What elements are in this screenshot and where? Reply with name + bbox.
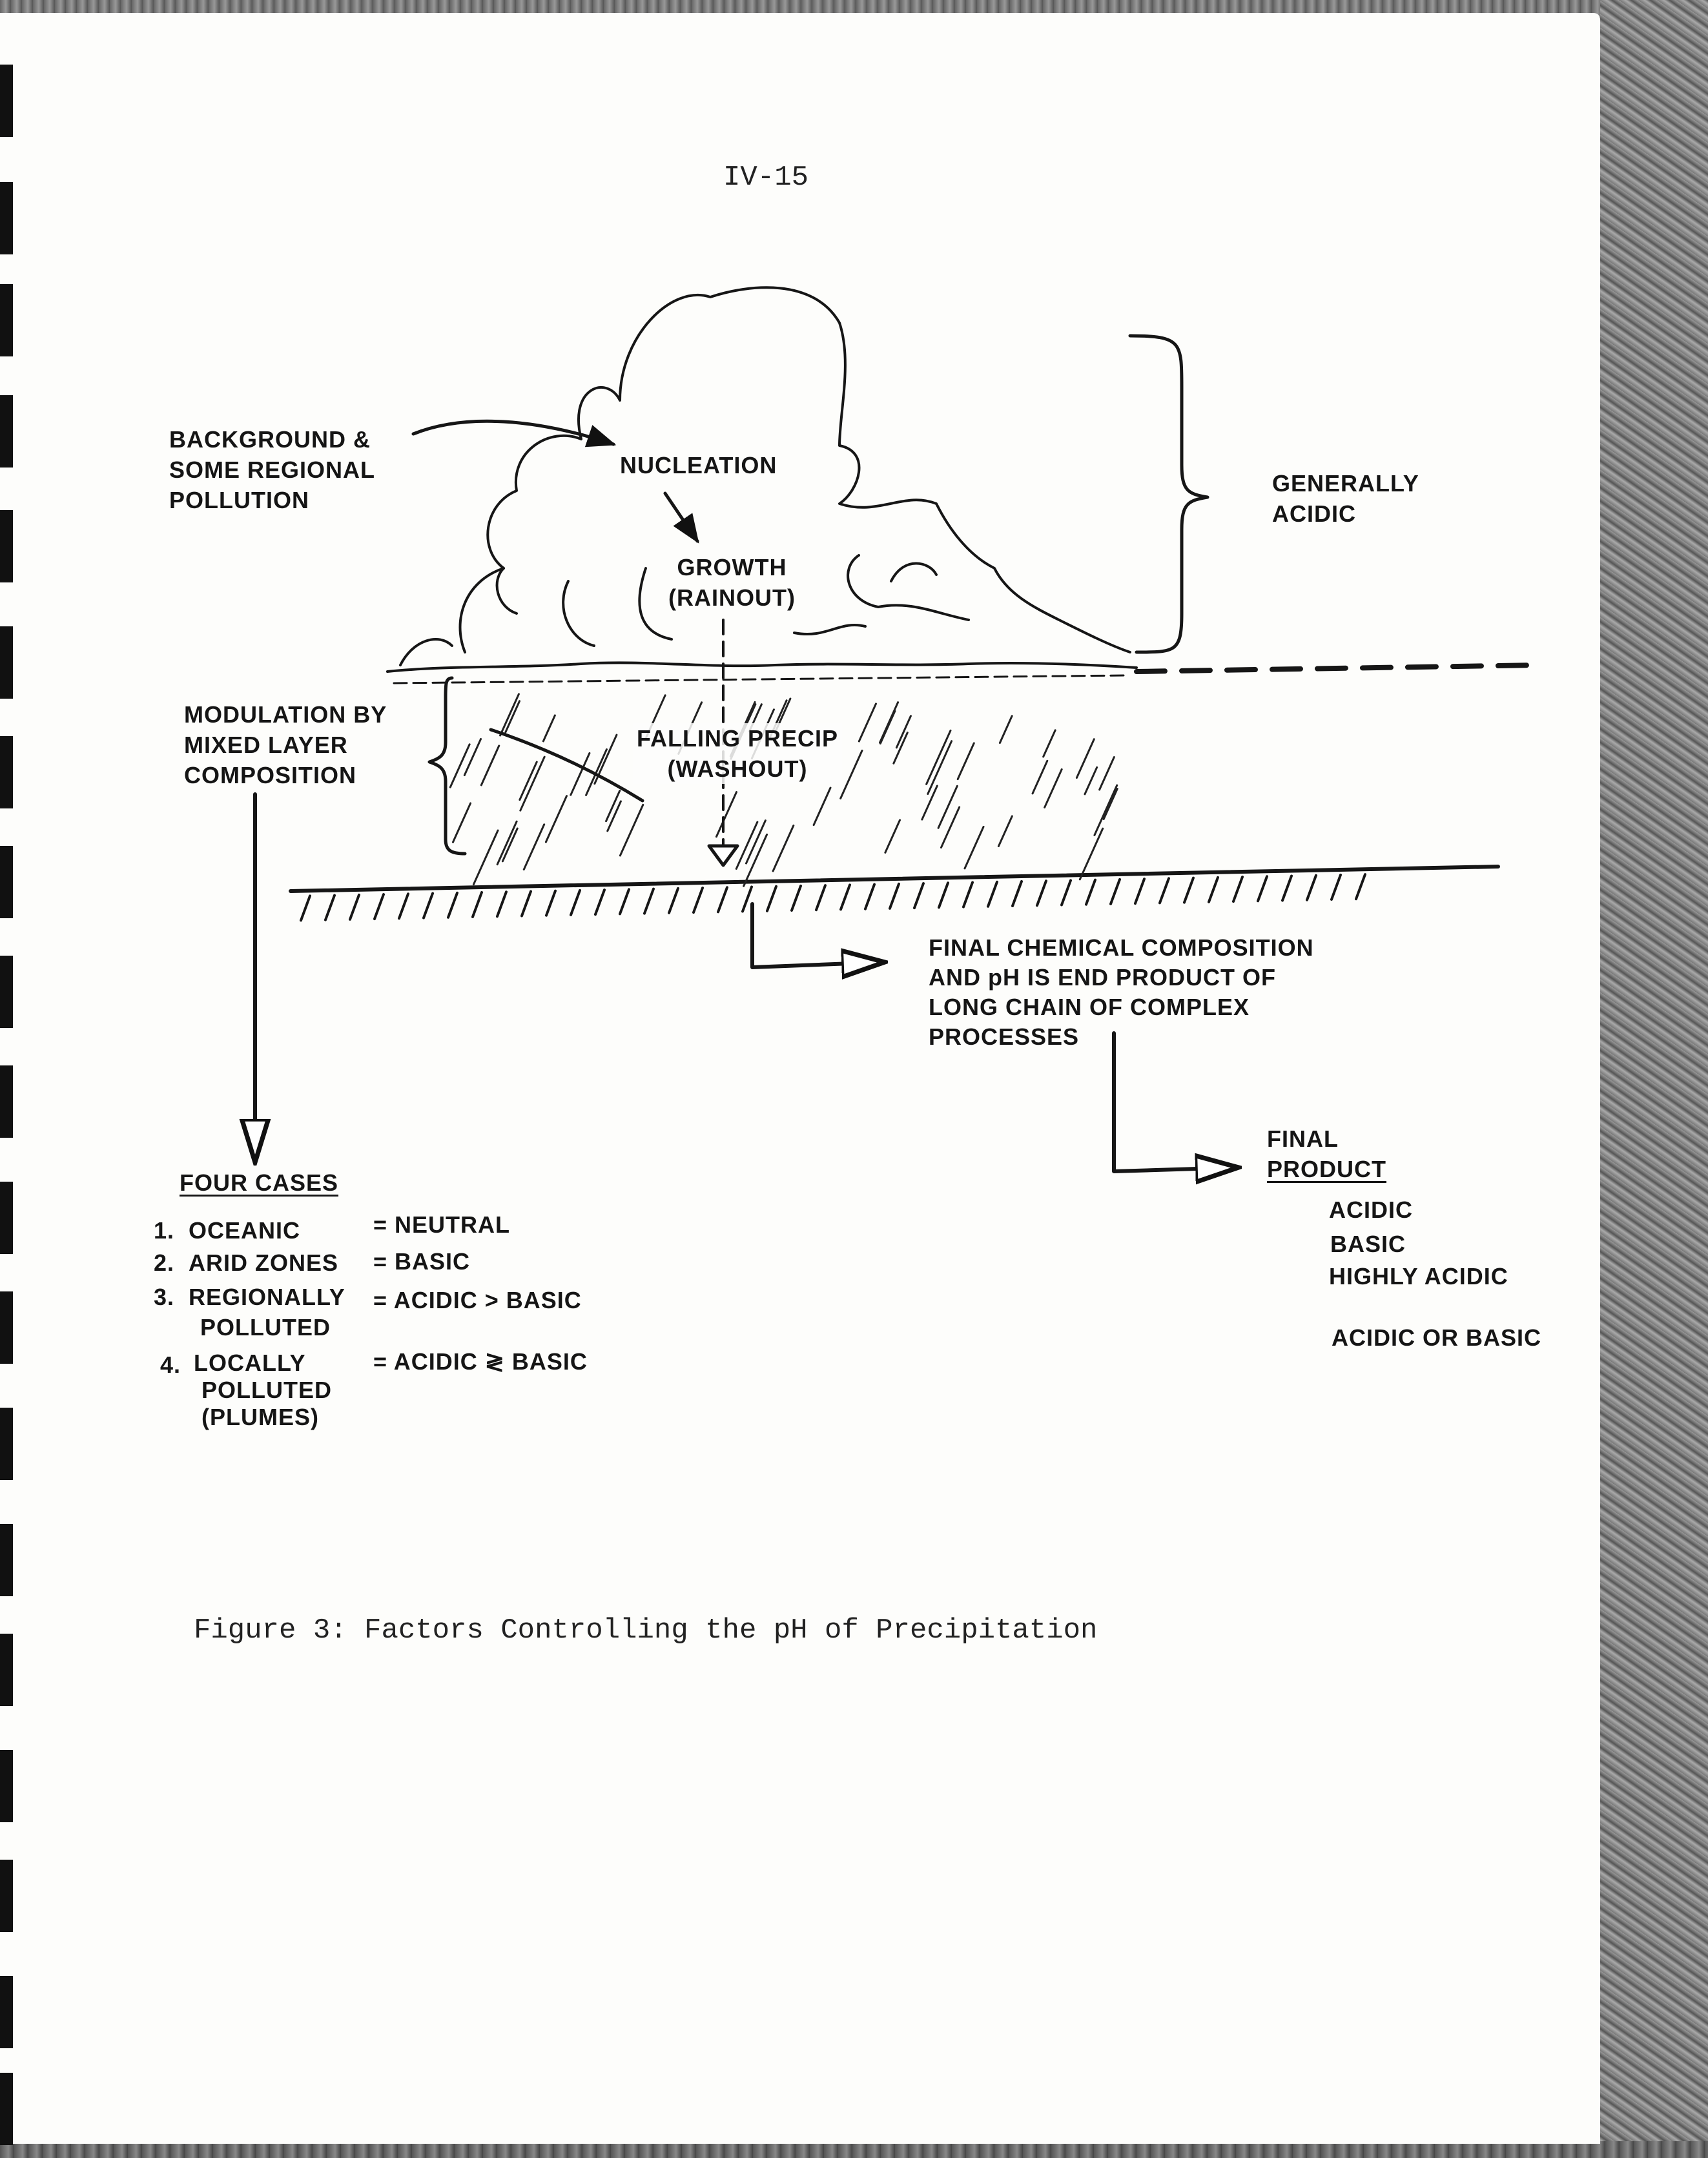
ground-hatch-mark [963,883,972,907]
final-product-title [1267,1124,1386,1184]
ground-hatch-mark [1037,881,1046,905]
rain-streak [958,743,974,779]
rain-streak [927,730,951,784]
rain-streak [502,828,517,861]
rain-streak [1033,761,1047,794]
ground-hatch-mark [841,885,850,909]
case-number: 2. [154,1249,175,1276]
ground-hatch-mark [939,883,948,907]
figure-caption: Figure 3: Factors Controlling the pH of Precipitation [194,1614,1098,1647]
product-item: ACIDIC [1329,1197,1413,1223]
product-item: BASIC [1330,1231,1406,1257]
ground-hatch-mark [1135,879,1144,903]
ground-hatch-mark [620,889,629,914]
final-product-title-line: PRODUCT [1267,1156,1386,1182]
rain-streak [497,821,517,865]
rain-streak [814,788,830,825]
growth-label [668,552,796,613]
final-product-arrow [1114,1033,1239,1171]
cloud-acidity-line: GENERALLY [1272,470,1419,497]
rain-streak [998,816,1012,847]
rain-streak [481,746,499,785]
rain-streak [571,753,590,795]
case-name: ARID ZONES [189,1249,339,1276]
ground-hatch-mark [890,884,899,909]
ground-hatch-mark [399,894,408,918]
precip-path-arrowhead [709,846,737,865]
ground-hatch-mark [988,882,997,907]
rain-streak [941,807,959,848]
final-composition-line: PROCESSES [929,1023,1080,1050]
rain-streak [1000,716,1012,743]
cloud-acidity-line: ACIDIC [1272,500,1356,527]
case-number: 1. [154,1217,175,1244]
product-item: HIGHLY ACIDIC [1329,1263,1508,1290]
mixed-layer-top-dashed [1137,665,1537,672]
case-result: = ACIDIC > BASIC [373,1287,582,1313]
ground-hatch-mark [1184,878,1193,903]
case-result: = BASIC [373,1248,471,1275]
four-cases-title: FOUR CASES [180,1169,339,1196]
modulation-label [184,699,387,790]
case-name-line: REGIONALLY [189,1284,345,1310]
ground-hatch-mark [448,893,457,918]
rain-streak [773,825,794,871]
rain-streak [500,694,519,735]
rain-streak [1045,769,1062,807]
background-label-line: SOME REGIONAL [169,457,376,483]
final-product-title-line: FINAL [1267,1125,1339,1152]
rain-streak [1104,789,1117,819]
ground-hatch-mark [914,883,923,908]
ground-hatch-mark [792,886,801,910]
ground-hatch-mark [743,887,752,911]
rain-streak [620,805,643,856]
mixed-layer-boundary [394,675,1124,683]
modulation-label-line: MIXED LAYER [184,732,348,758]
rain-streak [965,827,983,868]
ground-hatch-mark [375,894,384,919]
falling-precip-label [633,723,842,784]
rain-streak [1044,730,1055,757]
case-number: 4. [160,1351,181,1378]
rain-streak [473,830,498,885]
ground-hatch-mark [473,892,482,917]
ground-line [291,867,1498,891]
rain-streak [520,757,544,810]
ground-hatch-mark [522,891,531,916]
modulation-label-line: COMPOSITION [184,762,357,788]
ground-hatch-mark [1160,878,1169,903]
nucleation-to-growth-arrow [665,493,697,541]
ground-hatch-mark [350,895,359,920]
ground-hatch-mark [546,891,555,916]
growth-label-line: GROWTH [677,554,787,581]
product-item: ACIDIC OR BASIC [1332,1324,1542,1351]
ground-hatch-mark [718,887,727,912]
rain-streak [859,704,876,741]
case-result: = NEUTRAL [373,1211,511,1238]
rain-streak [716,792,736,837]
cloud-acidity-label [1272,468,1419,529]
rain-streak [450,745,469,787]
ground-hatch-mark [1062,880,1071,905]
rain-streak [1085,767,1097,794]
cloud-brace [1130,336,1208,652]
case-result-text: BASIC [395,1248,471,1275]
ground-hatch-mark [497,892,506,916]
case-name [189,1282,345,1342]
cloud-base-line [387,663,1137,672]
case-result: = ACIDIC ≷ BASIC [373,1348,588,1375]
ground-hatch-mark [644,889,653,914]
background-arrow [413,421,613,444]
case-name [194,1350,332,1431]
rain-streak [464,739,480,775]
modulation-label-line: MODULATION BY [184,701,387,728]
ground-hatch-mark [1111,879,1120,904]
falling-precip-line: FALLING PRECIP [637,725,839,752]
background-pollution-label [169,424,375,515]
ground-hatch-mark [595,890,604,914]
rain-streak [608,801,621,831]
ground-hatch-mark [1086,880,1095,905]
rain-streak [453,803,470,842]
ground-hatch-mark [1356,874,1365,899]
ground-hatch-mark [325,896,334,920]
ground-hatch-mark [1209,878,1218,902]
ground-hatch-mark [767,887,776,911]
rain-streak [524,825,544,870]
ground-hatch-mark [816,885,825,910]
case-name-line: (PLUMES) [201,1404,319,1430]
rain-streak [880,711,895,743]
background-label-line: BACKGROUND & [169,426,371,453]
final-composition-arrow [752,904,885,967]
ground-hatch-mark [1258,876,1267,901]
ground-hatch-mark [694,888,703,912]
ground-hatch-mark [1013,881,1022,906]
rain-streak [885,820,900,852]
falling-precip-line: (WASHOUT) [667,755,808,782]
rain-streak [1080,828,1102,879]
rain-streak [1076,739,1094,778]
final-composition-label [929,933,1314,1052]
case-number: 3. [154,1284,175,1310]
rain-streak [546,796,566,842]
ground-hatch-mark [1282,876,1291,901]
case-name-line: LOCALLY [194,1350,306,1376]
page-number: IV-15 [723,161,809,194]
case-result-text: NEUTRAL [395,1211,511,1238]
case-name-line: POLLUTED [200,1314,331,1341]
ground-hatch-mark [301,896,310,920]
rain-streak [1095,785,1117,835]
final-composition-line: FINAL CHEMICAL COMPOSITION [929,934,1314,961]
ground-hatch-mark [865,885,874,909]
nucleation-label: NUCLEATION [620,452,777,478]
ground-hatch-mark [424,894,433,918]
rain-streak [1100,757,1115,790]
rain-streak [841,750,862,798]
rain-streak [928,741,952,794]
ground-hatch-mark [1332,875,1341,899]
background-label-line: POLLUTION [169,487,309,513]
rain-streak [938,786,957,828]
case-result-text: ACIDIC > BASIC [393,1287,582,1313]
ground-hatch-mark [571,890,580,915]
rain-streak [543,715,555,741]
ground-hatch-mark [1307,876,1316,900]
ground-hatch-mark [669,889,678,913]
case-result-text: ACIDIC ≷ BASIC [393,1348,588,1375]
case-name-line: POLLUTED [201,1377,332,1403]
final-composition-line: LONG CHAIN OF COMPLEX [929,994,1250,1020]
final-composition-line: AND pH IS END PRODUCT OF [929,964,1277,991]
ground-hatch-mark [1233,877,1242,901]
growth-label-line: (RAINOUT) [668,584,796,611]
case-name: OCEANIC [189,1217,301,1244]
